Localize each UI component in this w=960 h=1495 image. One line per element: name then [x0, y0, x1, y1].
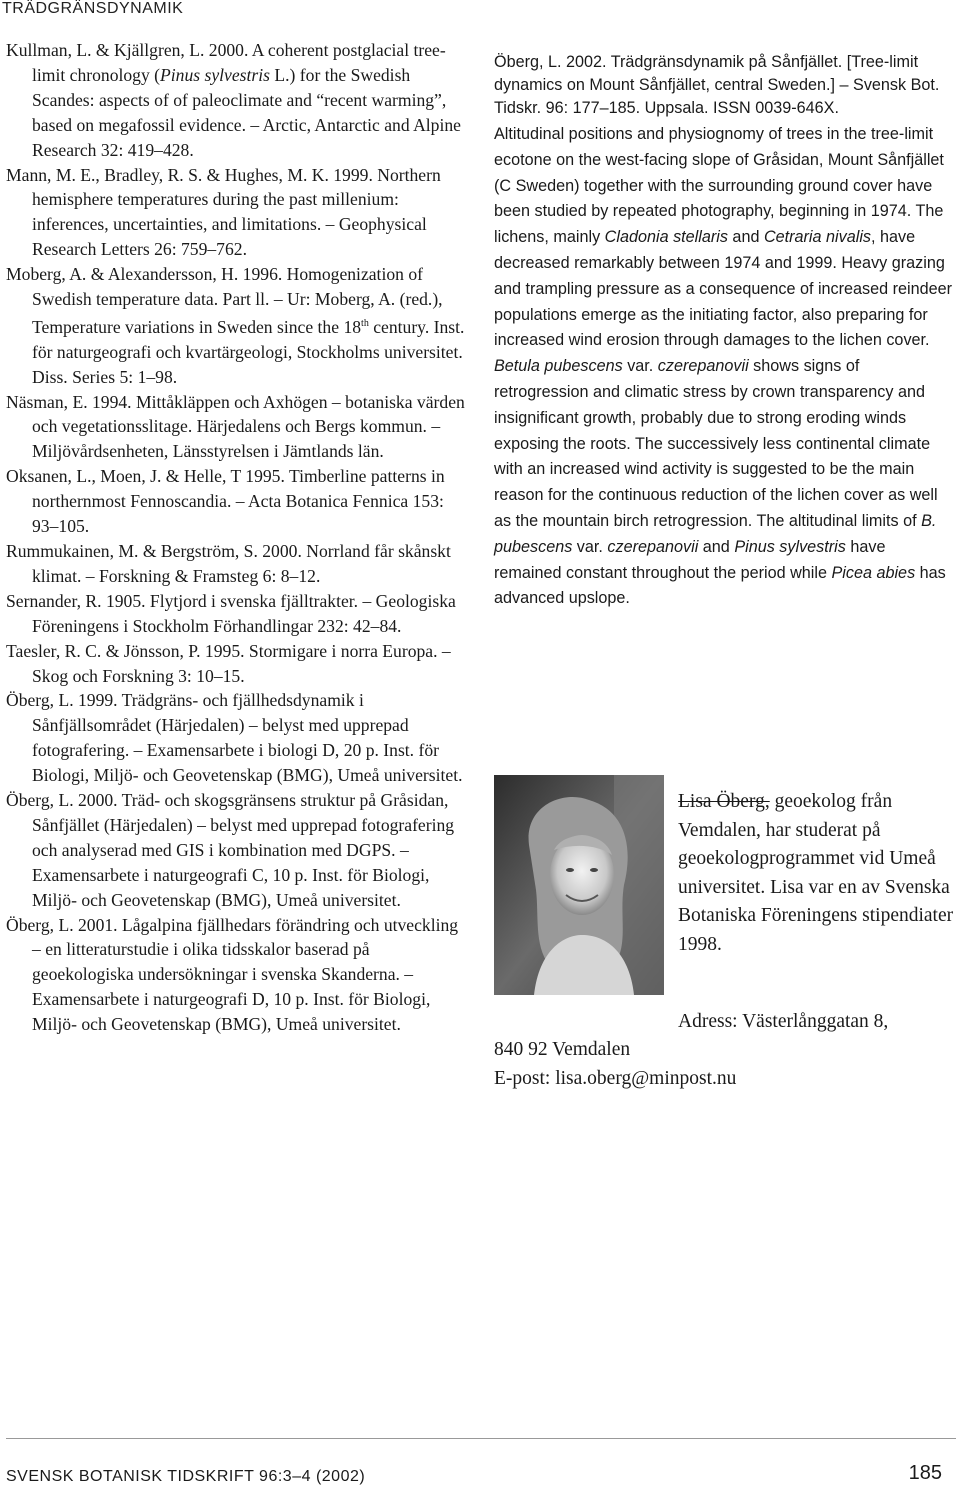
author-portrait-photo [494, 775, 664, 995]
reference-item: Taesler, R. C. & Jönsson, P. 1995. Stormigare i norra Europa. – Skog och Forskning 3: 10–15. [6, 640, 451, 686]
reference-item: Sernander, R. 1905. Flytjord i svenska fjälltrakter. – Geologiska Föreningens i Stockholm Förhandlingar 232: 42–84. [6, 590, 456, 636]
address-email: E-post: lisa.oberg@minpost.nu [494, 1068, 737, 1089]
address-city: 840 92 Vemdalen [494, 1039, 631, 1060]
reference-item: Öberg, L. 1999. Trädgräns- och fjällhedsdynamik i Sånfjällsområdet (Härjedalen) – belyst med upprepad fotografering. – Examensarbete i biologi D, 20 p. Inst. för Biologi, Miljö- och Geovetenskap (BMG), Umeå universitet. [6, 690, 463, 786]
reference-item: Öberg, L. 2001. Lågalpina fjällhedars förändring och utveckling – en litteraturstudie i olika tidsskalor baserad på geoekologiska undersökningar i svenska Skanderna. – Examensarbete i naturgeografi D, 10 p. Inst. för Biologi, Miljö- och Geovetenskap (BMG), Umeå universitet. [6, 914, 459, 1035]
footer-journal-name: SVENSK BOTANISK TIDSKRIFT 96:3–4 (2002) [6, 1468, 366, 1485]
address-street: Adress: Västerlånggatan 8, [678, 1011, 889, 1032]
reference-list [6, 38, 470, 1037]
reference-item: Oksanen, L., Moen, J. & Helle, T 1995. Timberline patterns in northernmost Fennoscandia. – Acta Botanica Fennica 153: 93–105. [6, 466, 445, 537]
footer-divider [6, 1438, 956, 1439]
reference-item: Öberg, L. 2000. Träd- och skogsgränsens struktur på Gråsidan, Sånfjället (Härjedalen) – belyst med upprepad fotografering och analyserad med GIS i kombination med DGPS. – Examensarbete i naturgeografi C, 10 p. Inst. för Biologi, Miljö- och Geovetenskap (BMG), Umeå universitet. [6, 790, 455, 910]
reference-item: Moberg, A. & Alexandersson, H. 1996. Homogenization of Swedish temperature data. Part ll. – Ur: Moberg, A. (red.), Temperature variations in Sweden since the 18th century. Inst. för naturgeografi och kvartärgeologi, Stockholms universitet. Diss. Series 5: 1–98. [6, 264, 465, 387]
abstract-column [494, 51, 956, 612]
abstract-text: Altitudinal positions and physiognomy of trees in the tree-limit ecotone on the west-facing slope of Gråsidan, Mount Sånfjället (C Sweden) together with the surrounding ground cover have been studied by repeated photography, beginning in 1974. The lichens, mainly Cladonia stellaris and Cetraria nivalis, have decreased remarkably between 1974 and 1999. Heavy grazing and trampling pressure as a consequence of increased reindeer populations emerge as the initiating factor, also preparing for increased wind erosion through damages to the lichen cover. Betula pubescens var. czerepanovii shows signs of retrogression and climatic stress by crown transparency and insignificant growth, probably due to strong eroding winds exposing the roots. The successively less continental climate with an increased wind activity is suggested to be the main reason for the continuous reduction of the lichen cover as well as the mountain birch retrogression. The altitudinal limits of B. pubescens var. czerepanovii and Pinus sylvestris have remained constant throughout the period while Picea abies has advanced upslope. [494, 125, 953, 608]
reference-item: Kullman, L. & Kjällgren, L. 2000. A coherent postglacial tree-limit chronology (Pinus sylvestris L.) for the Swedish Scandes: aspects of of paleoclimate and “recent warming”, based on megafossil evidence. – Arctic, Antarctic and Alpine Research 32: 419–428. [6, 40, 461, 160]
page-number: 185 [908, 1462, 942, 1484]
author-bio: Lisa Öberg, geoekolog från Vemdalen, har studerat på geoekologprogrammet vid Umeå universitet. Lisa var en av Svenska Botaniska Föreningens stipendiater 1998. [678, 791, 954, 955]
running-header: TRÄDGRÄNSDYNAMIK [2, 0, 184, 17]
reference-item: Näsman, E. 1994. Mittåkläppen och Axhögen – botaniska värden och vegetationsslitage. Härjedalens och Bergs kommun. – Miljövårdsenheten, Länsstyrelsen i Jämtlands län. [6, 391, 465, 462]
reference-item: Mann, M. E., Bradley, R. S. & Hughes, M. K. 1999. Northern hemisphere temperatures during the past millenium: inferences, uncertainties, and limitations. – Geophysical Research Letters 26: 759–762. [6, 164, 441, 260]
reference-item: Rummukainen, M. & Bergström, S. 2000. Norrland får skånskt klimat. – Forskning & Framsteg 6: 8–12. [6, 540, 451, 586]
article-reference: Öberg, L. 2002. Trädgränsdynamik på Sånfjället. [Tree-limit dynamics on Mount Sånfjället, central Sweden.] – Svensk Bot. Tidskr. 96: 177–185. Uppsala. ISSN 0039-646X. [494, 53, 940, 117]
